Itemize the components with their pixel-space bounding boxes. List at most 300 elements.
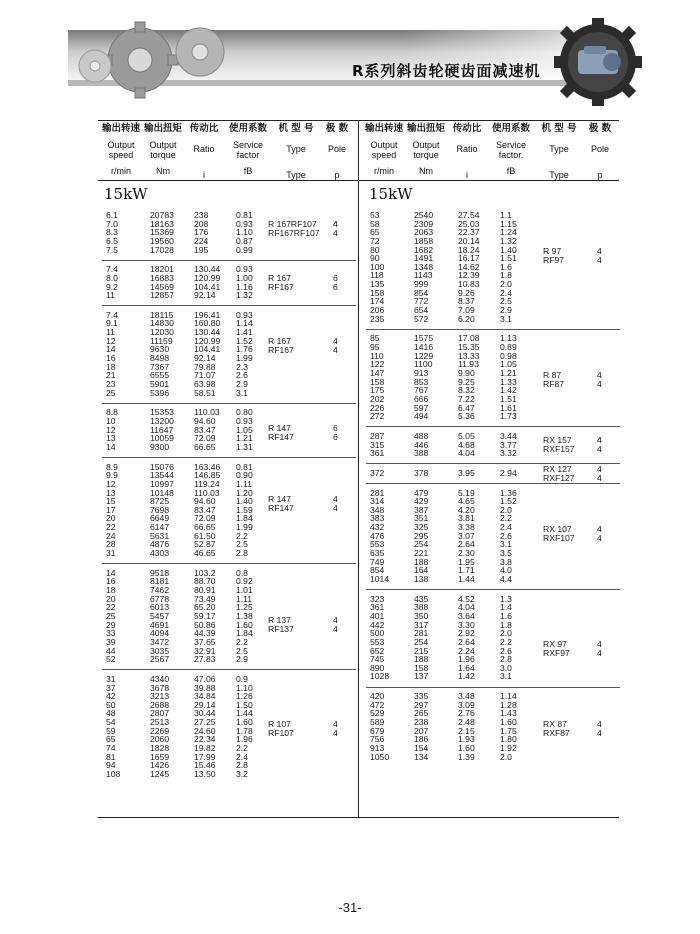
- pole-count: 6: [333, 281, 338, 292]
- ratio: 195: [194, 244, 209, 255]
- output-torque: 3035: [150, 645, 170, 656]
- output-torque: 281: [414, 628, 429, 639]
- service-factor: 1.40: [500, 244, 517, 255]
- service-factor: 1.6: [500, 610, 512, 621]
- output-speed: 8.3: [106, 227, 118, 238]
- service-factor: 2.94: [500, 467, 517, 478]
- ratio: 208: [194, 218, 209, 229]
- output-torque: 164: [414, 565, 429, 576]
- type-label: [543, 465, 575, 483]
- service-factor: 1.42: [500, 385, 517, 396]
- model-type: RX 157: [543, 435, 572, 446]
- service-factor: 1.73: [500, 411, 517, 422]
- ratio: 83.47: [194, 424, 216, 435]
- table-row: [0, 395, 700, 404]
- page-header-banner: [0, 0, 700, 112]
- output-torque: 5901: [150, 378, 170, 389]
- ratio: 22.34: [194, 734, 216, 745]
- output-torque: 1143: [414, 270, 433, 281]
- output-speed: 28: [106, 539, 116, 550]
- output-speed: 361: [370, 448, 385, 459]
- output-speed: 854: [370, 565, 385, 576]
- ratio: 1.44: [458, 573, 475, 584]
- service-factor: 1.61: [500, 402, 517, 413]
- service-factor: 3.1: [500, 671, 512, 682]
- service-factor: 3.32: [500, 448, 517, 459]
- ratio: 3.38: [458, 522, 475, 533]
- column-header-zh: 使用系数: [491, 123, 530, 134]
- table-row: [0, 378, 700, 387]
- output-torque: 18201: [150, 264, 174, 275]
- column-header-zh: 极 数: [325, 123, 349, 134]
- output-speed: 913: [370, 743, 385, 754]
- type-label: [543, 436, 575, 454]
- product-group: [0, 432, 700, 458]
- model-type: RX 87: [543, 718, 567, 729]
- ratio: 130.44: [194, 264, 221, 275]
- output-torque: 388: [414, 602, 429, 613]
- table-row: [0, 489, 700, 498]
- service-factor: 1.13: [500, 333, 517, 344]
- output-speed: 33: [106, 628, 116, 639]
- ratio: 4.68: [458, 439, 475, 450]
- output-speed: 8.8: [106, 407, 118, 418]
- output-speed: 10: [106, 415, 116, 426]
- output-speed: 135: [370, 279, 385, 290]
- ratio: 5.36: [458, 411, 475, 422]
- service-factor: 3.77: [500, 439, 517, 450]
- output-torque: 10148: [150, 487, 174, 498]
- ratio: 61.50: [194, 530, 216, 541]
- service-factor: 1.60: [236, 619, 253, 630]
- output-torque: 5457: [150, 610, 170, 621]
- output-speed: 476: [370, 530, 385, 541]
- output-torque: 265: [414, 708, 429, 719]
- output-speed: 31: [106, 673, 116, 684]
- service-factor: 1.75: [500, 725, 517, 736]
- output-torque: 188: [414, 556, 429, 567]
- table-row: [0, 306, 700, 315]
- pole-count: 4: [333, 218, 338, 229]
- ratio: 44.39: [194, 628, 216, 639]
- service-factor: 1.33: [500, 376, 517, 387]
- page-title: R系列斜齿轮硬齿面减速机: [352, 62, 541, 80]
- output-torque: 7698: [150, 504, 170, 515]
- ratio: 8.32: [458, 385, 475, 396]
- output-torque: 11159: [150, 335, 173, 346]
- pole-label: [597, 640, 602, 658]
- column-header-zh: 传动比: [452, 123, 482, 134]
- service-factor: 2.9: [236, 654, 248, 665]
- pole-count: 4: [333, 615, 338, 626]
- table-row: [0, 315, 700, 324]
- output-speed: 81: [106, 751, 116, 762]
- table-row: [0, 727, 700, 736]
- column-header-en: Output torque: [149, 140, 177, 160]
- service-factor: 3.5: [500, 548, 512, 559]
- gear-banner-graphic: [0, 0, 700, 112]
- output-torque: 188: [414, 654, 429, 665]
- output-speed: 206: [370, 305, 385, 316]
- service-factor: 2.9: [236, 378, 248, 389]
- service-factor: 2.2: [500, 513, 512, 524]
- output-speed: 6.1: [106, 210, 118, 220]
- service-factor: 2.0: [500, 628, 512, 639]
- right-power-label: 15kW: [369, 185, 413, 203]
- service-factor: 1.1: [500, 210, 512, 220]
- ratio: 1.71: [458, 565, 475, 576]
- column-header-en: Output speed: [107, 140, 135, 160]
- column-header: [100, 124, 142, 176]
- service-factor: 1.43: [500, 708, 517, 719]
- output-speed: 401: [370, 610, 385, 621]
- column-header-en: Type: [549, 144, 569, 154]
- ratio: 1.60: [458, 743, 475, 754]
- pole-label: [597, 465, 602, 483]
- pole-count: 4: [597, 638, 602, 649]
- output-speed: 7.0: [106, 218, 118, 229]
- output-torque: 238: [414, 717, 429, 728]
- service-factor: 2.5: [500, 296, 512, 307]
- page-number: -31-: [338, 900, 362, 915]
- service-factor: 1.51: [500, 393, 517, 404]
- service-factor: 1.41: [236, 327, 253, 338]
- group-separator: [366, 589, 620, 590]
- output-speed: 90: [370, 253, 380, 264]
- output-speed: 108: [106, 768, 121, 779]
- output-speed: 272: [370, 411, 385, 422]
- output-torque: 999: [414, 279, 429, 290]
- output-speed: 6.5: [106, 235, 118, 246]
- output-speed: 175: [370, 385, 385, 396]
- ratio: 2.48: [458, 717, 475, 728]
- pole-count: 4: [333, 344, 338, 355]
- service-factor: 1.52: [500, 496, 517, 507]
- table-row: [0, 211, 700, 220]
- table-row: [0, 684, 700, 693]
- output-torque: 1659: [150, 751, 170, 762]
- service-factor: 1.21: [500, 368, 517, 378]
- ratio: 2.24: [458, 645, 475, 656]
- output-torque: 254: [414, 539, 429, 550]
- output-torque: 1682: [414, 244, 434, 255]
- ratio: 104.41: [194, 281, 221, 292]
- output-torque: 12857: [150, 290, 174, 301]
- output-torque: 6013: [150, 602, 170, 613]
- output-torque: 3213: [150, 691, 170, 702]
- output-speed: 39: [106, 636, 116, 647]
- pole-label: [597, 247, 602, 265]
- column-header-zh: 机 型 号: [278, 123, 314, 134]
- output-speed: 635: [370, 548, 385, 559]
- ratio: 1.93: [458, 734, 475, 745]
- column-header: [449, 124, 485, 180]
- ratio: 25.03: [458, 218, 480, 229]
- output-torque: 1416: [414, 342, 434, 353]
- output-torque: 597: [414, 402, 429, 413]
- ratio: 94.60: [194, 496, 216, 507]
- output-speed: 16: [106, 576, 116, 587]
- service-factor: 1.15: [500, 218, 517, 229]
- service-factor: 1.14: [500, 691, 517, 702]
- ratio: 63.98: [194, 378, 216, 389]
- ratio: 3.81: [458, 513, 475, 524]
- model-type: RXF87: [543, 727, 570, 738]
- model-type: RF167: [268, 344, 294, 355]
- output-torque: 1858: [414, 235, 434, 246]
- output-torque: 13544: [150, 470, 174, 481]
- output-speed: 110: [370, 350, 384, 361]
- output-speed: 21: [106, 370, 116, 381]
- table-row: [0, 386, 700, 395]
- service-factor: 2.0: [500, 504, 512, 515]
- service-factor: 2.3: [236, 361, 248, 372]
- decorative-gear-mid-icon: [176, 28, 224, 76]
- output-torque: 5396: [150, 387, 170, 398]
- column-header: [403, 124, 449, 176]
- service-factor: 1.99: [236, 353, 253, 364]
- ratio: 65.20: [194, 602, 216, 613]
- ratio: 4.04: [458, 602, 475, 613]
- column-header-unit: Nm: [419, 166, 433, 176]
- output-torque: 2540: [414, 210, 434, 220]
- ratio: 92.14: [194, 290, 216, 301]
- output-torque: 10997: [150, 478, 174, 489]
- ratio: 37.65: [194, 636, 216, 647]
- service-factor: 1.99: [236, 522, 253, 533]
- service-factor: 1.6: [500, 261, 512, 272]
- service-factor: 2.2: [236, 530, 248, 541]
- output-speed: 25: [106, 610, 116, 621]
- table-row: [0, 261, 700, 275]
- service-factor: 1.60: [236, 717, 253, 728]
- output-speed: 118: [370, 270, 384, 281]
- decorative-gear-small-icon: [79, 50, 111, 82]
- output-speed: 1028: [370, 671, 390, 682]
- column-header-en: Service factor: [232, 140, 263, 160]
- ratio: 110.03: [194, 407, 220, 418]
- service-factor: 1.01: [236, 585, 253, 596]
- table-row: [0, 271, 700, 280]
- output-speed: 281: [370, 487, 385, 498]
- service-factor: 1.00: [236, 272, 253, 283]
- output-speed: 15: [106, 496, 116, 507]
- ratio: 2.64: [458, 636, 475, 647]
- group-separator: [366, 426, 620, 427]
- pole-count: 4: [597, 246, 602, 257]
- group-separator: [366, 463, 620, 464]
- table-row: [0, 246, 700, 255]
- service-factor: 3.1: [236, 387, 248, 398]
- column-header-zh: 传动比: [189, 123, 219, 134]
- column-header-unit: p: [597, 170, 603, 180]
- output-torque: 15353: [150, 407, 174, 418]
- output-speed: 235: [370, 313, 385, 324]
- model-type: R 147: [268, 422, 291, 433]
- model-type: R 107: [268, 718, 291, 729]
- output-torque: 350: [414, 610, 429, 621]
- service-factor: 1.05: [236, 424, 253, 435]
- output-torque: 186: [414, 734, 429, 745]
- output-torque: 2807: [150, 708, 170, 719]
- service-factor: 0.92: [236, 576, 253, 587]
- service-factor: 3.8: [500, 556, 512, 567]
- service-factor: 3.0: [500, 662, 512, 673]
- output-torque: 853: [414, 376, 429, 387]
- service-factor: 1.20: [236, 487, 253, 498]
- ratio: 4.52: [458, 593, 475, 604]
- model-type: R 97: [543, 246, 562, 257]
- model-type: R 137: [268, 615, 291, 626]
- table-row: [0, 412, 700, 421]
- output-speed: 31: [106, 548, 116, 558]
- output-speed: 25: [106, 387, 116, 398]
- table-row: [0, 735, 700, 744]
- ratio: 15.46: [194, 760, 216, 771]
- output-speed: 100: [370, 261, 385, 272]
- table-row: [0, 612, 700, 621]
- output-speed: 8.0: [106, 272, 118, 283]
- table-row: [0, 280, 700, 289]
- output-torque: 1491: [414, 253, 434, 264]
- ratio: 3.48: [458, 691, 475, 702]
- output-speed: 553: [370, 636, 385, 647]
- output-speed: 749: [370, 556, 385, 567]
- pole-count: 4: [597, 378, 602, 389]
- output-torque: 4094: [150, 628, 170, 639]
- product-group: [0, 692, 700, 761]
- output-speed: 1050: [370, 751, 390, 762]
- model-type: RF97: [543, 255, 565, 266]
- column-header: [487, 124, 535, 176]
- service-factor: 1.59: [236, 504, 253, 515]
- ratio: 2.15: [458, 725, 475, 736]
- model-type: RXF157: [543, 444, 575, 455]
- output-torque: 2309: [414, 218, 434, 229]
- service-factor: 1.8: [500, 270, 512, 281]
- model-type: RF107: [268, 727, 294, 738]
- output-speed: 756: [370, 734, 385, 745]
- service-factor: 1.31: [236, 441, 253, 452]
- column-header: [271, 124, 321, 180]
- output-speed: 13: [106, 433, 116, 444]
- model-type: RF167RF107: [268, 227, 320, 238]
- service-factor: 1.76: [236, 344, 253, 355]
- service-factor: 2.5: [236, 539, 248, 550]
- ratio: 5.19: [458, 487, 475, 498]
- ratio: 11.93: [458, 359, 479, 370]
- pole-label: [597, 525, 602, 543]
- ratio: 4.04: [458, 448, 475, 459]
- output-torque: 15369: [150, 227, 174, 238]
- output-torque: 388: [414, 448, 429, 459]
- model-type: RF87: [543, 378, 565, 389]
- output-speed: 42: [106, 691, 116, 702]
- ratio: 103.2: [194, 567, 216, 578]
- output-torque: 18163: [150, 218, 174, 229]
- ratio: 30.44: [194, 708, 216, 719]
- ratio: 146.85: [194, 470, 221, 481]
- ratio: 13.50: [194, 768, 216, 779]
- output-torque: 446: [414, 439, 429, 450]
- ratio: 9.90: [458, 368, 475, 378]
- service-factor: 1.38: [236, 610, 253, 621]
- output-torque: 3472: [150, 636, 170, 647]
- service-factor: 2.5: [236, 645, 248, 656]
- column-header-en: Pole: [327, 144, 346, 154]
- model-type: R 167RF107: [268, 218, 317, 229]
- service-factor: 1.10: [236, 227, 253, 238]
- service-factor: 1.92: [500, 743, 517, 754]
- pole-count: 6: [333, 272, 338, 283]
- ratio: 27.25: [194, 717, 216, 728]
- output-speed: 54: [106, 717, 116, 728]
- model-type: RX 97: [543, 638, 567, 649]
- table-row: [0, 595, 700, 604]
- output-torque: 297: [414, 699, 429, 710]
- output-speed: 372: [370, 467, 385, 478]
- output-torque: 14569: [150, 281, 174, 292]
- output-torque: 351: [414, 513, 429, 524]
- output-speed: 174: [370, 296, 385, 307]
- model-type: R 87: [543, 369, 562, 380]
- service-factor: 2.8: [236, 760, 248, 771]
- type-label: [543, 640, 570, 658]
- column-header-en: Output torque: [412, 140, 440, 160]
- service-factor: 2.2: [236, 636, 248, 647]
- table-row: [0, 744, 700, 753]
- model-type: RF147: [268, 431, 294, 442]
- group-separator: [366, 329, 620, 330]
- output-torque: 378: [414, 467, 429, 478]
- column-header: [140, 124, 186, 176]
- ratio: 29.14: [194, 699, 216, 710]
- model-type: RXF97: [543, 647, 570, 658]
- service-factor: 1.36: [500, 487, 517, 498]
- output-speed: 9.1: [106, 318, 118, 329]
- ratio: 19.82: [194, 743, 216, 754]
- pole-count: 4: [597, 463, 602, 474]
- output-torque: 429: [414, 496, 429, 507]
- ratio: 10.83: [458, 279, 480, 290]
- column-header-zh: 输出转速: [364, 123, 403, 134]
- pole-count: 4: [597, 444, 602, 455]
- output-torque: 435: [414, 593, 429, 604]
- service-factor: 2.4: [500, 287, 512, 298]
- service-factor: 0.80: [236, 407, 253, 418]
- table-row: [0, 709, 700, 718]
- table-row: [0, 297, 700, 306]
- ratio: 88.70: [194, 576, 216, 587]
- ratio: 120.99: [194, 335, 221, 346]
- ratio: 15.35: [458, 342, 480, 353]
- column-header-unit: fB: [506, 166, 516, 176]
- column-header-unit: fB: [243, 166, 253, 176]
- service-factor: 1.44: [236, 708, 253, 719]
- output-speed: 348: [370, 504, 385, 515]
- service-factor: 1.40: [236, 496, 253, 507]
- output-speed: 24: [106, 530, 116, 541]
- pole-count: 4: [597, 718, 602, 729]
- column-header-zh: 机 型 号: [541, 123, 577, 134]
- product-group: [0, 211, 700, 323]
- output-torque: 654: [414, 305, 429, 316]
- type-label: [543, 525, 575, 543]
- service-factor: 1.60: [500, 717, 517, 728]
- output-torque: 9630: [150, 344, 170, 355]
- service-factor: 1.14: [236, 318, 253, 329]
- ratio: 94.60: [194, 415, 216, 426]
